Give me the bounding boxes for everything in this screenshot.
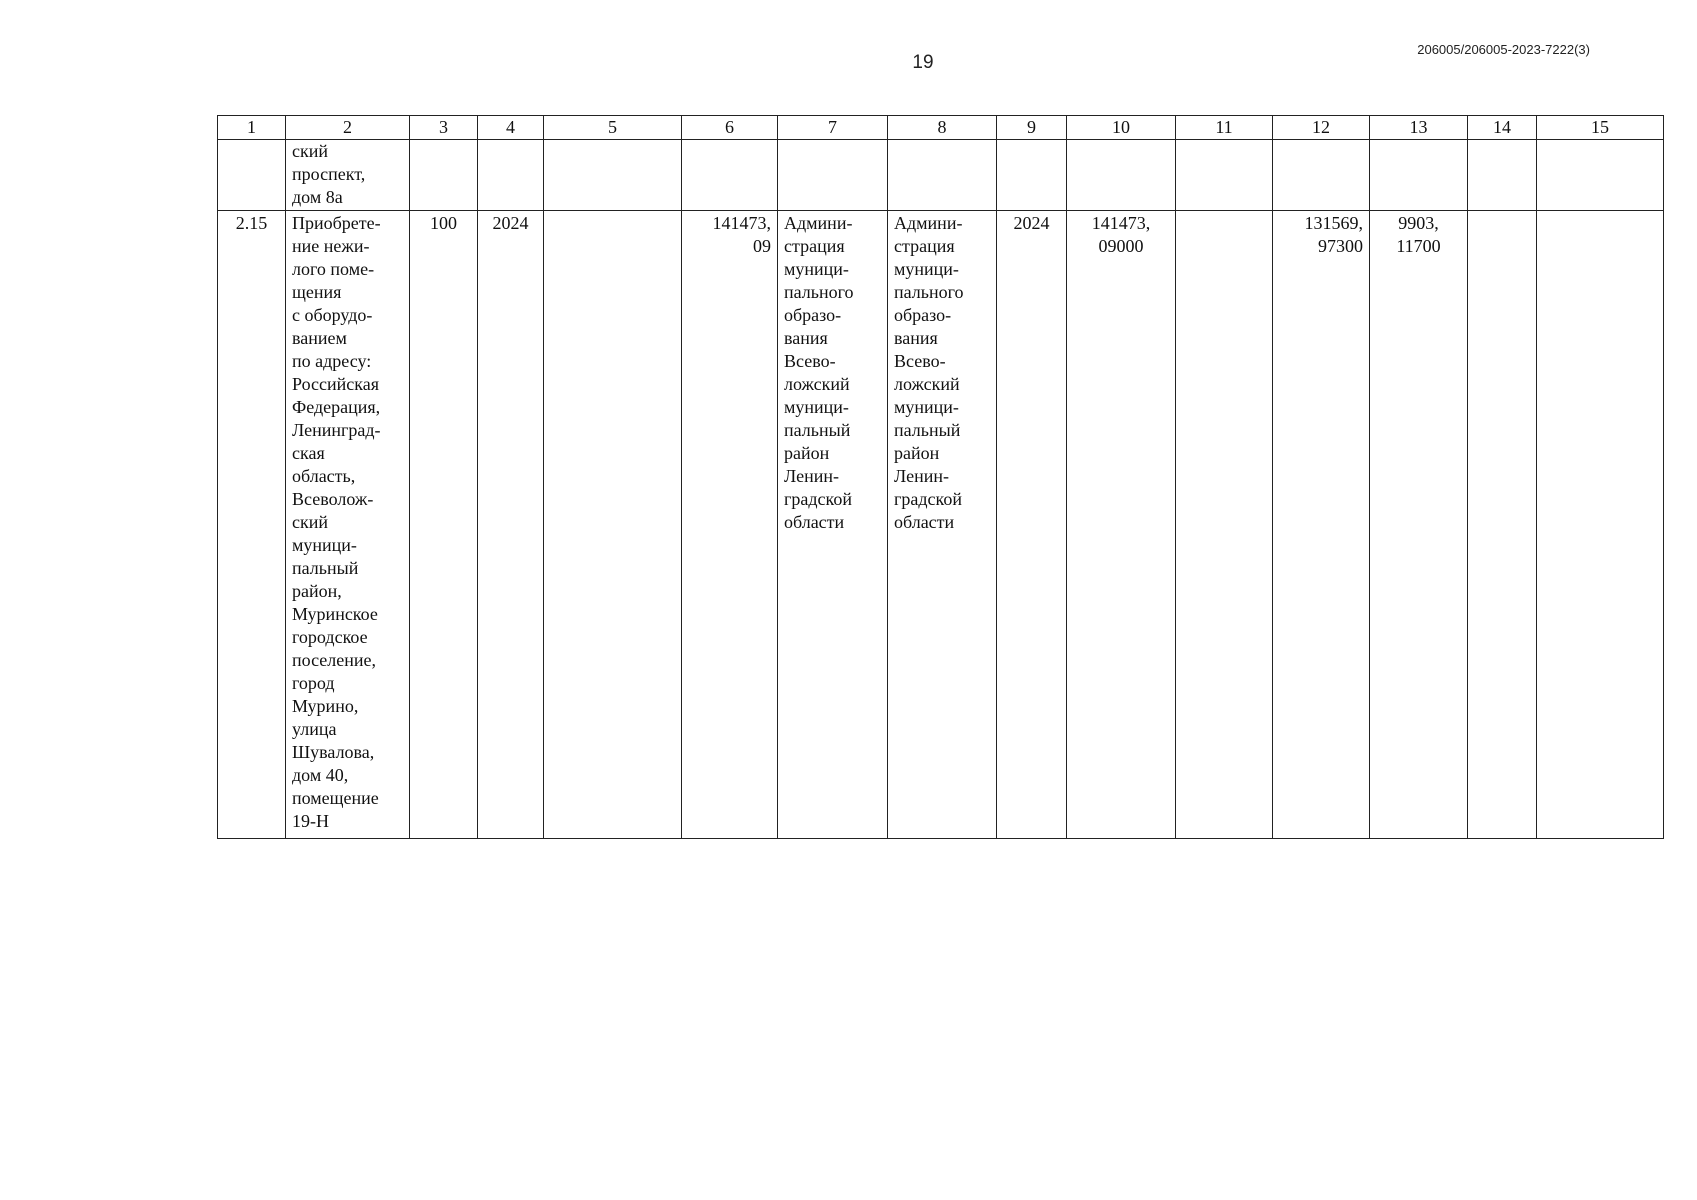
column-number: 4 [478,116,544,140]
address-continuation-cell: ский проспект, дом 8а [286,140,410,211]
table-cell [410,140,478,211]
table-cell-col4: 2024 [478,211,544,839]
table-cell-col11 [1176,211,1273,839]
column-number: 8 [888,116,997,140]
register-table [217,115,1664,839]
column-number: 2 [286,116,410,140]
table-cell [1370,140,1468,211]
column-number: 1 [218,116,286,140]
column-number-row [218,116,1664,140]
table-cell-col9: 2024 [997,211,1067,839]
table-cell [1176,140,1273,211]
table-cell-col14 [1468,211,1537,839]
column-number: 12 [1273,116,1370,140]
table-cell-col12: 131569, 97300 [1273,211,1370,839]
document-code: 206005/206005-2023-7222(3) [1417,42,1590,57]
table-cell-col5 [544,211,682,839]
column-number: 11 [1176,116,1273,140]
item-number-cell: 2.15 [218,211,286,839]
table-cell-col7: Админи- страция муници- пального образо- вания Всево- ложский муници- пальный район Ленин- градской области [778,211,888,839]
table-cell-col15 [1537,211,1664,839]
column-number: 5 [544,116,682,140]
table-cell [1273,140,1370,211]
column-number: 7 [778,116,888,140]
column-number: 9 [997,116,1067,140]
table-cell [544,140,682,211]
table-cell [778,140,888,211]
table-cell [1537,140,1664,211]
column-number: 13 [1370,116,1468,140]
table-cell [1067,140,1176,211]
object-description-cell: Приобрете- ние нежи- лого поме- щения с оборудо- ванием по адресу: Российская Федерация, Ленинград- ская область, Всеволож- ский муници- пальный район, Муринское городское поселение, город Мурино, улица Шувалова, дом 40, помещение 19-Н [286,211,410,839]
column-number: 14 [1468,116,1537,140]
column-number: 3 [410,116,478,140]
continuation-row [218,140,1664,211]
table-row [218,211,1664,839]
table-cell [478,140,544,211]
table-cell-col10: 141473, 09000 [1067,211,1176,839]
column-number: 10 [1067,116,1176,140]
page-number: 19 [912,52,934,73]
table-cell-col3: 100 [410,211,478,839]
table-cell [682,140,778,211]
table-cell [997,140,1067,211]
table-cell [1468,140,1537,211]
table-cell-col13: 9903, 11700 [1370,211,1468,839]
table-cell-col6: 141473, 09 [682,211,778,839]
table-cell-col8: Админи- страция муници- пального образо- вания Всево- ложский муници- пальный район Ленин- градской области [888,211,997,839]
table-cell [888,140,997,211]
column-number: 6 [682,116,778,140]
table-cell [218,140,286,211]
column-number: 15 [1537,116,1664,140]
